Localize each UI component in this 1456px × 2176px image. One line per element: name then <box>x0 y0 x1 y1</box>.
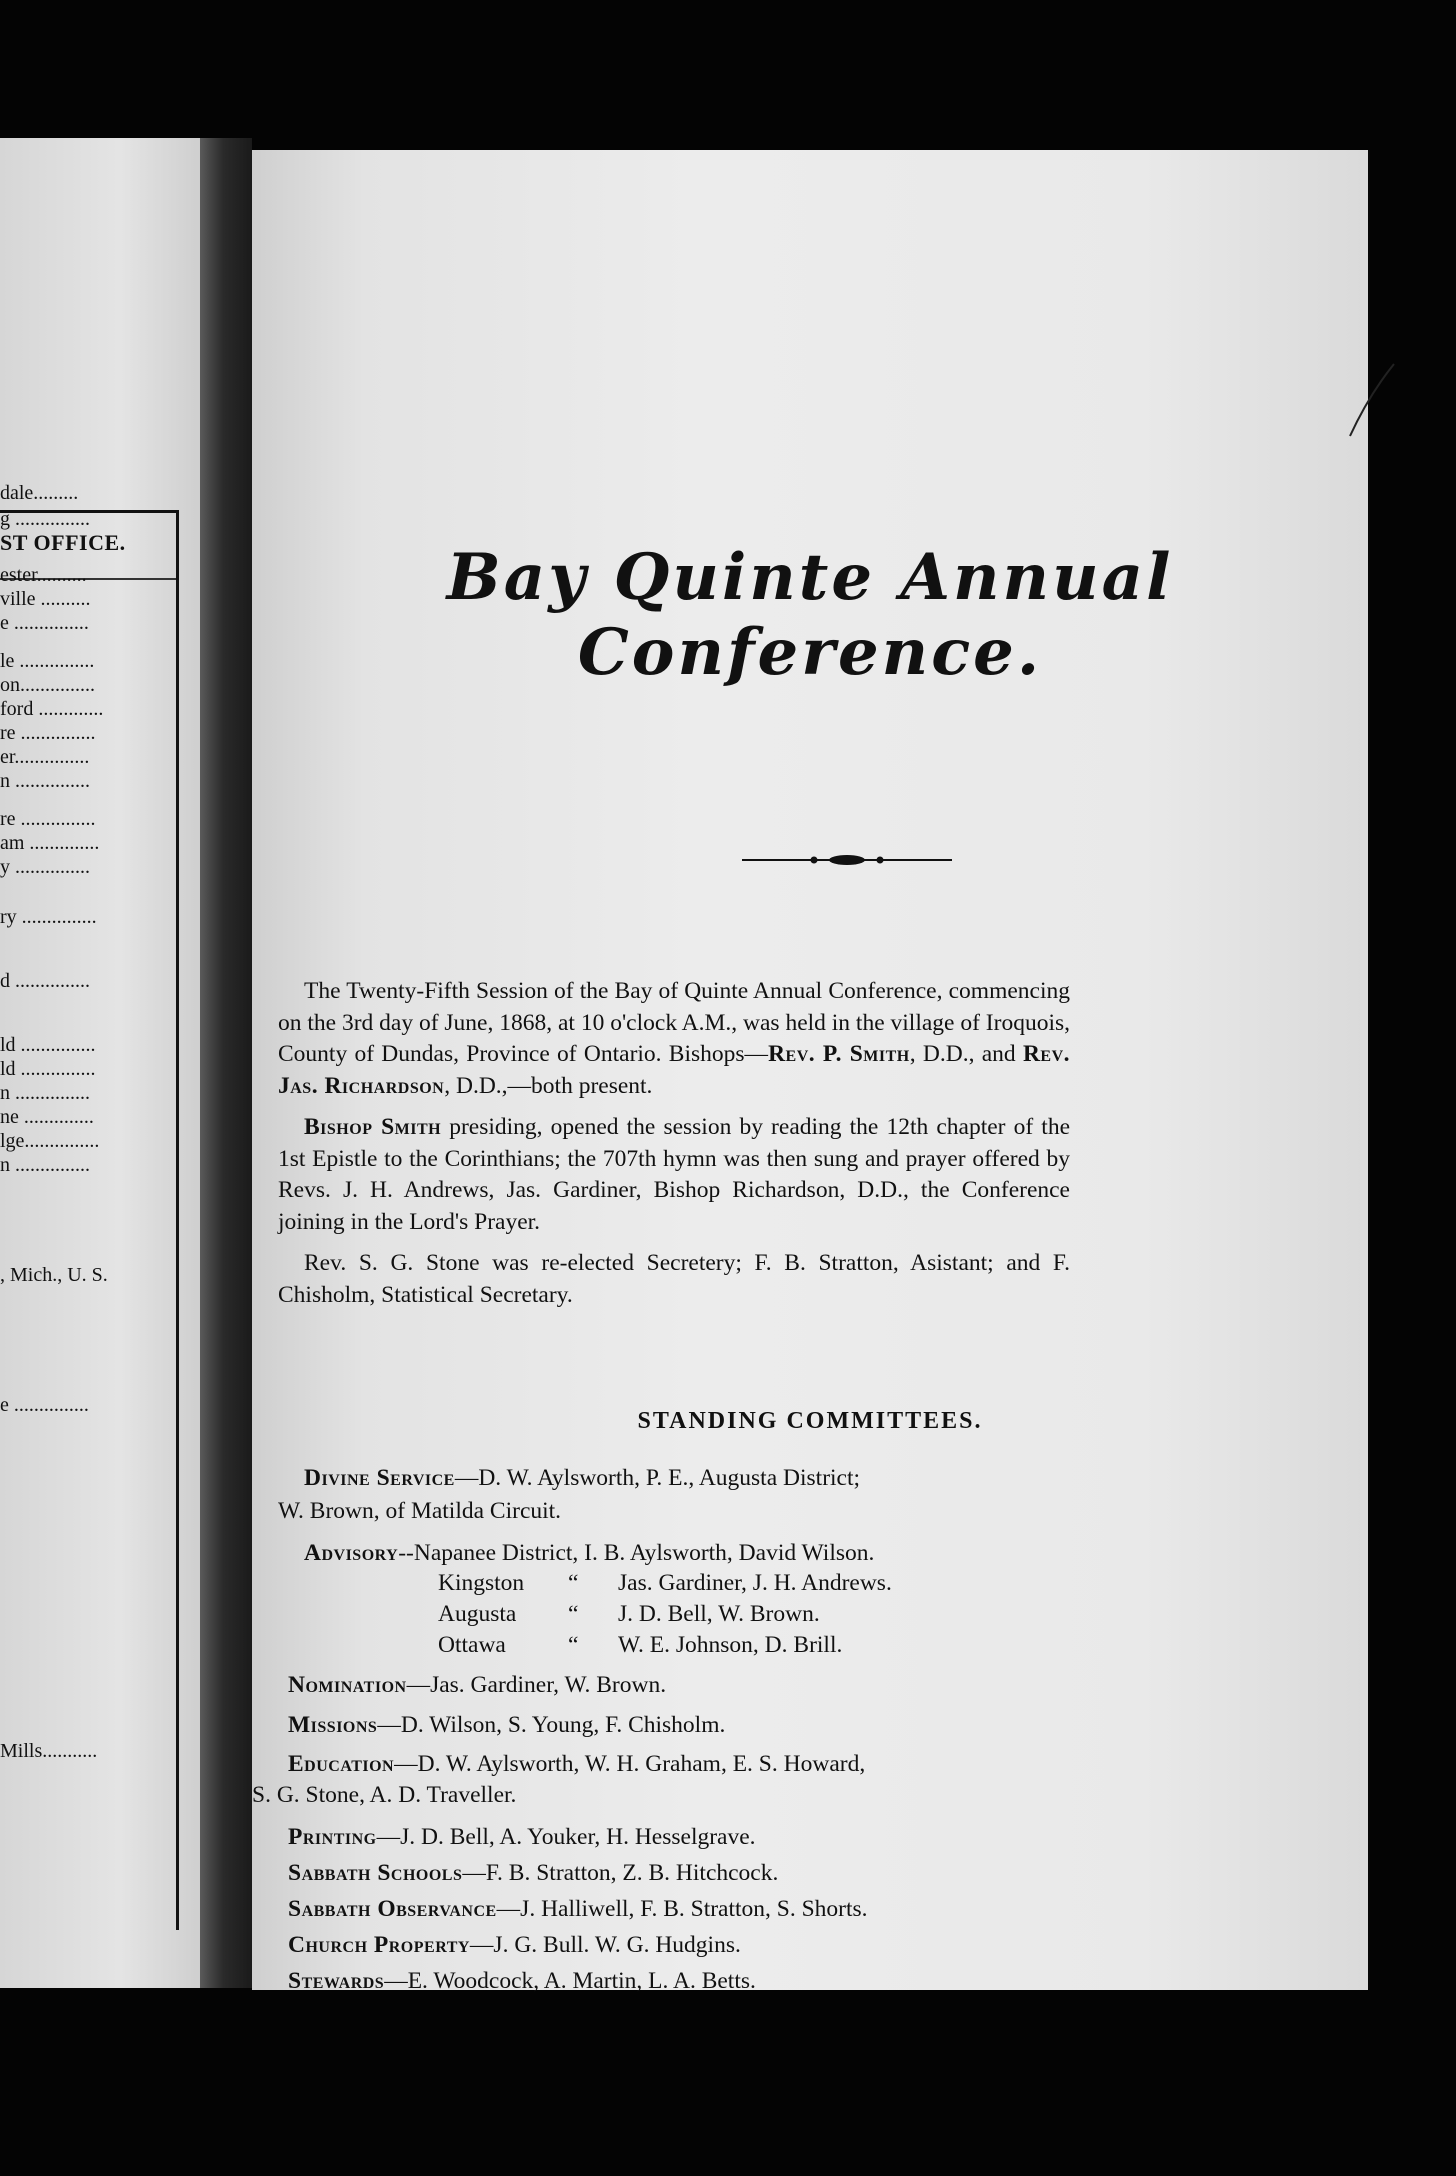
advisory-members: Jas. Gardiner, J. H. Andrews. <box>618 1570 892 1596</box>
ornament-divider-icon <box>742 849 952 871</box>
p1-text-c: , D.D., and <box>909 1041 1023 1067</box>
committee-members: —J. G. Bull. W. G. Hudgins. <box>469 1932 741 1958</box>
left-fragment-line: Mills........... <box>0 1740 98 1762</box>
committee-education-cont: S. G. Stone, A. D. Traveller. <box>252 1782 517 1808</box>
committee-education <box>278 1751 865 1778</box>
left-fragment-line: e ............... <box>0 612 89 634</box>
paragraph-presiding <box>278 1112 1070 1238</box>
ditto-mark: “ <box>568 1601 579 1627</box>
committee-advisory <box>278 1540 874 1567</box>
ditto-mark: “ <box>568 1632 579 1658</box>
paragraph-opening <box>278 976 1070 1102</box>
committee-members: —Jas. Gardiner, W. Brown. <box>406 1672 667 1698</box>
left-fragment-line: ford ............. <box>0 698 104 720</box>
left-fragment-line: n ............... <box>0 1154 90 1176</box>
left-page-fragment <box>0 138 200 1988</box>
left-fragment-line: er............... <box>0 746 90 768</box>
committee-members: —D. Wilson, S. Young, F. Chisholm. <box>377 1712 726 1738</box>
left-fragment-line: n ............... <box>0 770 90 792</box>
committee-members: --Napanee District, I. B. Aylsworth, David Wilson. <box>398 1540 875 1566</box>
committee-label: Church Property <box>288 1932 470 1958</box>
right-page <box>252 150 1368 1994</box>
left-fragment-line: am .............. <box>0 832 100 854</box>
left-fragment-line: ville .......... <box>0 588 91 610</box>
committee-printing <box>278 1824 756 1851</box>
advisory-district: Kingston <box>438 1570 525 1596</box>
committee-stewards <box>278 1968 756 1995</box>
committee-label: Printing <box>288 1824 377 1850</box>
p1-text-a: The Twenty-Fifth Session of the Bay of Quinte Annual Conference, commencing on the 3rd day of June, 1868, at 10 o'clock A.M., was held in the village of Iroquois, County of Dundas, Province of Ontario. Bishops— <box>278 978 1070 1067</box>
advisory-members: W. E. Johnson, D. Brill. <box>618 1632 843 1658</box>
left-fragment-line: ry ............... <box>0 906 97 928</box>
committee-label: Nomination <box>288 1672 407 1698</box>
committee-church-property <box>278 1932 741 1959</box>
left-fragment-line: e ............... <box>0 1394 89 1416</box>
left-fragment-line: n ............... <box>0 1082 90 1104</box>
committee-label: Advisory <box>304 1540 399 1566</box>
committee-divine-service-cont: W. Brown, of Matilda Circuit. <box>278 1498 562 1524</box>
page-title: Bay Quinte Annual Conference. <box>446 540 1174 690</box>
committee-nomination <box>278 1672 666 1699</box>
p2-bishop-smith: Bishop Smith <box>304 1114 442 1140</box>
advisory-row <box>438 1632 842 1659</box>
left-fragment-line: le ............... <box>0 650 95 672</box>
paragraph-secretary: Rev. S. G. Stone was re-elected Secretery; F. B. Stratton, Asistant; and F. Chisholm, Statistical Secretary. <box>278 1250 1070 1308</box>
left-fragment-line: , Mich., U. S. <box>0 1264 108 1286</box>
committee-missions <box>278 1712 725 1739</box>
committee-members: —E. Woodcock, A. Martin, L. A. Betts. <box>384 1968 756 1994</box>
committee-sabbath-observance <box>278 1896 868 1923</box>
committee-label: Sabbath Schools <box>288 1860 463 1886</box>
p2-text: presiding, opened the session by reading the 12th chapter of the 1st Epistle to the Corinthians; the 707th hymn was then sung and prayer offered by Revs. J. H. Andrews, Jas. Gardiner, Bishop Richardson, D.D., the Conference joining in the Lord's Prayer. <box>278 1114 1070 1235</box>
committee-label: Stewards <box>288 1968 385 1994</box>
left-fragment-line: re ............... <box>0 808 96 830</box>
committee-members: —J. D. Bell, A. Youker, H. Hesselgrave. <box>376 1824 756 1850</box>
committee-members: —J. Halliwell, F. B. Stratton, S. Shorts. <box>496 1896 868 1922</box>
left-fragment-line: re ............... <box>0 722 96 744</box>
pencil-mark-icon <box>1342 360 1402 440</box>
advisory-row <box>438 1601 820 1628</box>
ditto-mark: “ <box>568 1570 579 1596</box>
book-gutter <box>200 138 252 1988</box>
left-table-vertical-rule <box>176 510 179 1930</box>
committee-label: Sabbath Observance <box>288 1896 497 1922</box>
left-fragment-line: lge............... <box>0 1130 100 1152</box>
left-fragment-line: ne .............. <box>0 1106 94 1128</box>
left-column-header: ST OFFICE. <box>0 530 126 555</box>
p1-name-richardson: Rev. Jas. Richardson <box>278 1041 1071 1099</box>
left-fragment-line: g ............... <box>0 508 90 530</box>
standing-committees-heading: STANDING COMMITTEES. <box>637 1408 983 1434</box>
committee-sabbath-schools <box>278 1860 778 1887</box>
body-text <box>278 976 1070 1321</box>
left-fragment-line: y ............... <box>0 856 90 878</box>
left-fragment-line: ld ............... <box>0 1034 96 1056</box>
committee-label: Missions <box>288 1712 378 1738</box>
committee-divine-service <box>278 1465 860 1492</box>
p1-name-smith: Rev. P. Smith <box>768 1041 910 1067</box>
p1-text-e: , D.D.,—both present. <box>444 1072 653 1099</box>
left-fragment-line: dale......... <box>0 482 79 504</box>
committee-members: —D. W. Aylsworth, W. H. Graham, E. S. Howard, <box>394 1751 866 1777</box>
committee-members: —D. W. Aylsworth, P. E., Augusta District; <box>454 1465 861 1491</box>
left-fragment-line: ld ............... <box>0 1058 96 1080</box>
advisory-district: Ottawa <box>438 1632 506 1658</box>
committee-members: —F. B. Stratton, Z. B. Hitchcock. <box>462 1860 779 1886</box>
left-fragment-line: d ............... <box>0 970 90 992</box>
committee-label: Divine Service <box>304 1465 455 1491</box>
advisory-members: J. D. Bell, W. Brown. <box>618 1601 820 1627</box>
committee-label: Education <box>288 1751 395 1777</box>
advisory-row <box>438 1570 892 1597</box>
left-fragment-line: ester.......... <box>0 564 87 586</box>
left-fragment-line: on............... <box>0 674 95 696</box>
advisory-district: Augusta <box>438 1601 517 1627</box>
